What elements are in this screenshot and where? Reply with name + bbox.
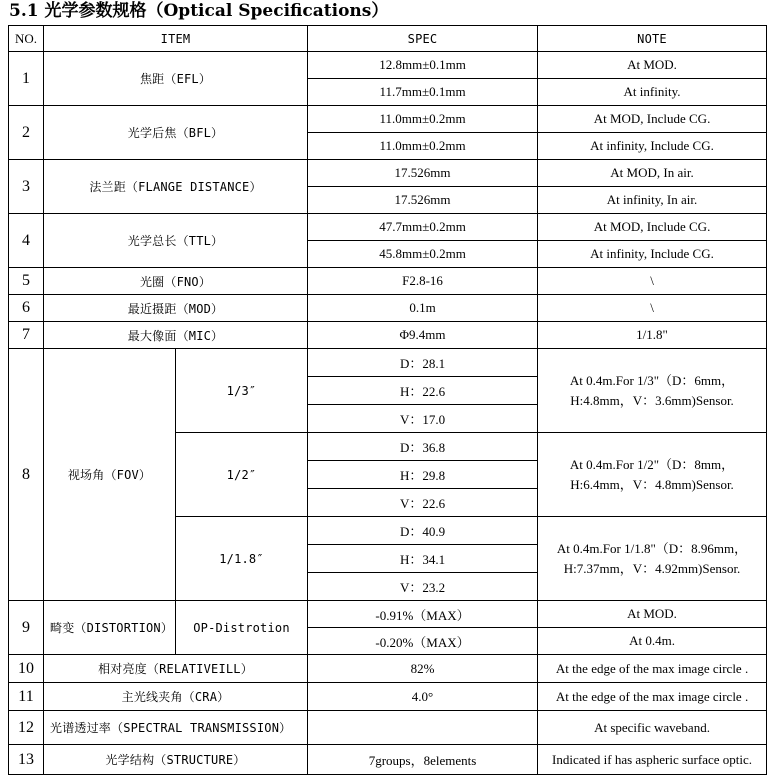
item-cell: 光谱透过率（SPECTRAL TRANSMISSION） [44,711,308,745]
col-header-note: NOTE [538,26,767,52]
note-cell: At MOD, In air. [538,160,767,187]
row-number: 7 [9,322,44,349]
col-header-item: ITEM [44,26,308,52]
table-row [9,322,767,349]
row-number: 10 [9,655,44,683]
fov-h-cell: H：22.6 [308,377,538,405]
col-header-spec: SPEC [308,26,538,52]
fov-note-line-1: At 0.4m.For 1/1.8"（D：8.96mm， [556,540,748,556]
spec-cell: 7groups，8elements [308,745,538,775]
note-cell: At infinity, In air. [538,187,767,214]
fov-note-cell [538,517,767,601]
spec-cell: 17.526mm [308,160,538,187]
row-number: 11 [9,683,44,711]
fov-d-cell: D：28.1 [308,349,538,377]
fov-v-cell: V：23.2 [308,573,538,601]
table-header-row [9,26,767,52]
fov-d-cell: D：36.8 [308,433,538,461]
spec-cell: -0.20%（MAX） [308,628,538,655]
spec-cell [308,711,538,745]
row-number: 1 [9,52,44,106]
note-cell: At MOD. [538,52,767,79]
table-row [9,214,767,241]
note-cell: At infinity, Include CG. [538,133,767,160]
table-row [9,349,767,377]
fov-note-line-2: H:4.8mm，V：3.6mm)Sensor. [570,392,734,408]
table-row [9,160,767,187]
spec-cell: -0.91%（MAX） [308,601,538,628]
fov-note-cell [538,433,767,517]
table-row [9,655,767,683]
sensor-size-cell: 1/1.8″ [176,517,308,601]
item-cell: 光学结构（STRUCTURE） [44,745,308,775]
distortion-sub-cell: OP-Distrotion [176,601,308,655]
table-row [9,745,767,775]
note-cell: At the edge of the max image circle . [538,683,767,711]
col-header-no: NO. [9,26,44,52]
note-cell: At MOD, Include CG. [538,214,767,241]
item-cell: 焦距（EFL） [44,52,308,106]
table-row [9,106,767,133]
table-row [9,711,767,745]
note-cell: At infinity. [538,79,767,106]
spec-cell: 17.526mm [308,187,538,214]
item-cell: 畸变（DISTORTION） [44,601,176,655]
row-number: 6 [9,295,44,322]
note-cell: At MOD, Include CG. [538,106,767,133]
spec-cell: F2.8-16 [308,268,538,295]
note-cell: \ [538,295,767,322]
note-cell: \ [538,268,767,295]
row-number: 13 [9,745,44,775]
row-number: 3 [9,160,44,214]
fov-note-line-1: At 0.4m.For 1/2"（D：8mm， [569,456,735,472]
fov-v-cell: V：17.0 [308,405,538,433]
spec-cell: 11.0mm±0.2mm [308,106,538,133]
table-row [9,601,767,628]
item-cell: 光学后焦（BFL） [44,106,308,160]
spec-cell: 12.8mm±0.1mm [308,52,538,79]
item-cell: 相对亮度（RELATIVEILL） [44,655,308,683]
fov-note-line-2: H:7.37mm，V：4.92mm)Sensor. [563,560,741,576]
spec-cell: 0.1m [308,295,538,322]
row-number: 12 [9,711,44,745]
spec-cell: 47.7mm±0.2mm [308,214,538,241]
item-cell: 法兰距（FLANGE DISTANCE） [44,160,308,214]
spec-cell: 4.0° [308,683,538,711]
row-number: 4 [9,214,44,268]
spec-cell: 11.0mm±0.2mm [308,133,538,160]
table-row [9,268,767,295]
sensor-size-cell: 1/2″ [176,433,308,517]
table-row [9,683,767,711]
note-cell: Indicated if has aspheric surface optic. [538,745,767,775]
row-number: 9 [9,601,44,655]
sensor-size-cell: 1/3″ [176,349,308,433]
fov-v-cell: V：22.6 [308,489,538,517]
fov-d-cell: D：40.9 [308,517,538,545]
note-cell: At specific waveband. [538,711,767,745]
fov-note-cell [538,349,767,433]
optical-spec-table [8,25,767,775]
note-cell: At MOD. [538,601,767,628]
fov-h-cell: H：34.1 [308,545,538,573]
row-number: 2 [9,106,44,160]
item-cell: 最近摄距（MOD） [44,295,308,322]
note-cell: 1/1.8" [538,322,767,349]
spec-cell: 82% [308,655,538,683]
item-cell: 视场角（FOV） [44,349,176,601]
row-number: 5 [9,268,44,295]
fov-h-cell: H：29.8 [308,461,538,489]
spec-cell: Φ9.4mm [308,322,538,349]
row-number: 8 [9,349,44,601]
table-row [9,295,767,322]
table-row [9,52,767,79]
fov-note-line-2: H:6.4mm，V：4.8mm)Sensor. [570,476,734,492]
spec-cell: 11.7mm±0.1mm [308,79,538,106]
item-cell: 主光线夹角（CRA） [44,683,308,711]
note-cell: At 0.4m. [538,628,767,655]
section-title: 5.1 光学参数规格（Optical Specifications） [9,1,389,21]
item-cell: 最大像面（MIC） [44,322,308,349]
spec-cell: 45.8mm±0.2mm [308,241,538,268]
fov-note-line-1: At 0.4m.For 1/3"（D：6mm， [569,372,735,388]
note-cell: At the edge of the max image circle . [538,655,767,683]
item-cell: 光圈（FNO） [44,268,308,295]
note-cell: At infinity, Include CG. [538,241,767,268]
item-cell: 光学总长（TTL） [44,214,308,268]
